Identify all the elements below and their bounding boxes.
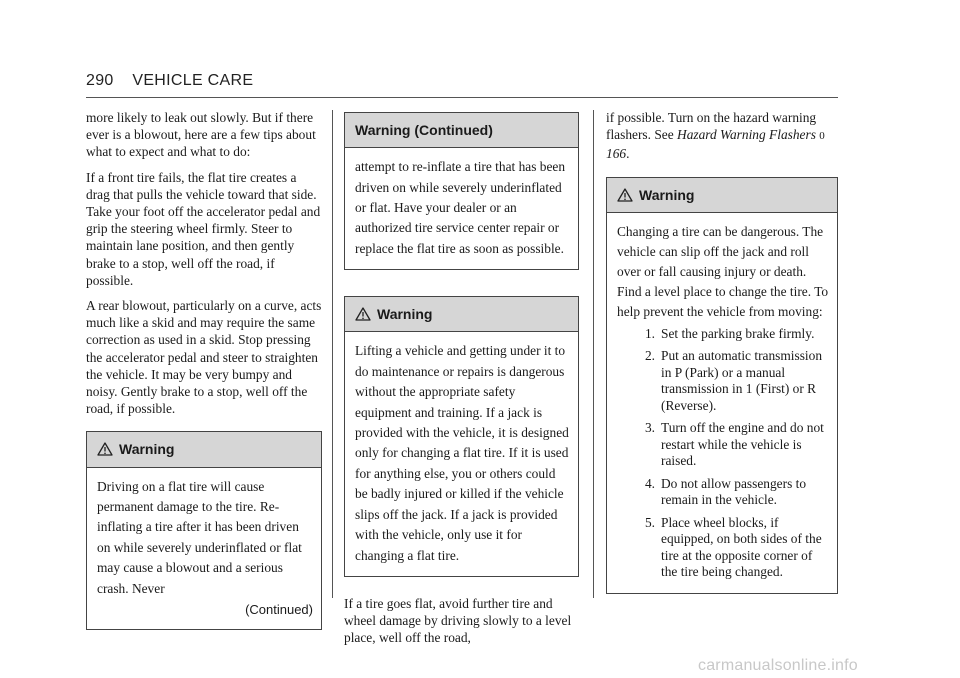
section-title: VEHICLE CARE: [132, 72, 254, 89]
paragraph: more likely to leak out slowly. But if there ever is a blowout, here are a few tips about what to expect and what to do:: [86, 110, 316, 160]
warning-body: [607, 213, 837, 593]
list-item: [617, 326, 829, 343]
warning-header: [607, 178, 837, 213]
column-2: [344, 112, 579, 655]
warning-box: [606, 177, 838, 594]
step-text: Set the parking brake firmly.: [661, 325, 815, 341]
warning-text: Driving on a flat tire will cause permanent damage to the tire. Re-inflating a tire after it has been driven on while severely underinflated or flat may cause a blowout and a serious crash. Never: [97, 478, 302, 596]
step-number: 4.: [644, 475, 655, 491]
warning-title: Warning: [119, 441, 175, 458]
paragraph-end: .: [626, 146, 630, 162]
paragraph: A rear blowout, particularly on a curve, acts much like a skid and may require the same correction as used in a skid. Stop pressing the accelerator pedal and steer to straighten the vehicle. It may be very bumpy and noisy. Gently brake to a stop, well off the road, if possible.: [86, 298, 322, 417]
warning-triangle-icon: [617, 188, 633, 202]
warning-text: attempt to re-inflate a tire that has been driven on while severely underinflated or flat. Have your dealer or an authorized tire service center repair or replace the flat tire as soon as possible.: [355, 159, 566, 256]
paragraph-text: if possible. Turn on the hazard warning flashers. See: [606, 110, 817, 143]
page-number: 290: [86, 72, 114, 89]
warning-body: [345, 332, 578, 575]
warning-box: [344, 296, 579, 577]
step-number: 5.: [644, 514, 655, 530]
list-item: [617, 420, 829, 470]
page-reference[interactable]: 166: [606, 146, 627, 162]
warning-triangle-icon: [97, 442, 113, 456]
column-1: [86, 109, 322, 646]
warning-title: Warning: [639, 186, 695, 203]
paragraph: If a front tire fails, the flat tire creates a drag that pulls the vehicle toward that side. Take your foot off the accelerator pedal and grip the steering wheel firmly. Steer to maintain lane position, and then gently brake to a stop, well off the road, if possible.: [86, 169, 321, 288]
page-header: [86, 72, 253, 90]
cross-reference-link[interactable]: Hazard Warning Flashers: [677, 127, 816, 143]
warning-box-continued: [344, 112, 579, 270]
step-text: Do not allow passengers to remain in the vehicle.: [661, 475, 807, 508]
warning-header: [345, 297, 578, 332]
step-number: 3.: [644, 420, 655, 436]
watermark: carmanualsonline.info: [698, 657, 858, 674]
steps-list: [617, 326, 829, 581]
list-item: [617, 476, 829, 509]
header-rule: [86, 97, 838, 98]
warning-text: Lifting a vehicle and getting under it to do maintenance or repairs is dangerous without the appropriate safety equipment and training. If a jack is provided with the vehicle, it is designed only for changing a flat tire. If it is used for anything else, you or others could be badly injured or killed if the vehicle slips off the jack. If a jack is provided with the vehicle, only use it for changing a flat tire.: [355, 343, 569, 563]
step-text: Place wheel blocks, if equipped, on both sides of the tire at the opposite corner of the tire being changed.: [661, 514, 822, 580]
paragraph: [606, 109, 838, 163]
column-divider-right: [593, 110, 594, 598]
warning-body: [87, 468, 321, 629]
warning-box: [86, 431, 322, 629]
warning-triangle-icon: [355, 307, 371, 321]
step-text: Turn off the engine and do not restart while the vehicle is raised.: [661, 420, 824, 469]
page-reference-icon: 0: [819, 130, 825, 143]
step-number: 1.: [644, 325, 655, 341]
column-3: [606, 109, 838, 610]
list-item: [617, 348, 829, 414]
warning-body: [345, 148, 578, 269]
list-item: [617, 515, 829, 581]
warning-header: [87, 432, 321, 467]
warning-header: Warning (Continued): [345, 113, 578, 148]
step-text: Put an automatic transmission in P (Park) or a manual transmission in 1 (First) or R (Reverse).: [661, 348, 823, 413]
warning-text: Changing a tire can be dangerous. The vehicle can slip off the jack and roll over or fall causing injury or death. Find a level place to change the tire. To help prevent the vehicle from moving:: [617, 223, 829, 319]
warning-title: Warning: [377, 306, 433, 323]
continued-label: (Continued): [245, 602, 313, 618]
step-number: 2.: [644, 348, 655, 364]
paragraph: If a tire goes flat, avoid further tire and wheel damage by driving slowly to a level place, well off the road,: [344, 595, 572, 646]
column-divider-left: [332, 110, 333, 598]
